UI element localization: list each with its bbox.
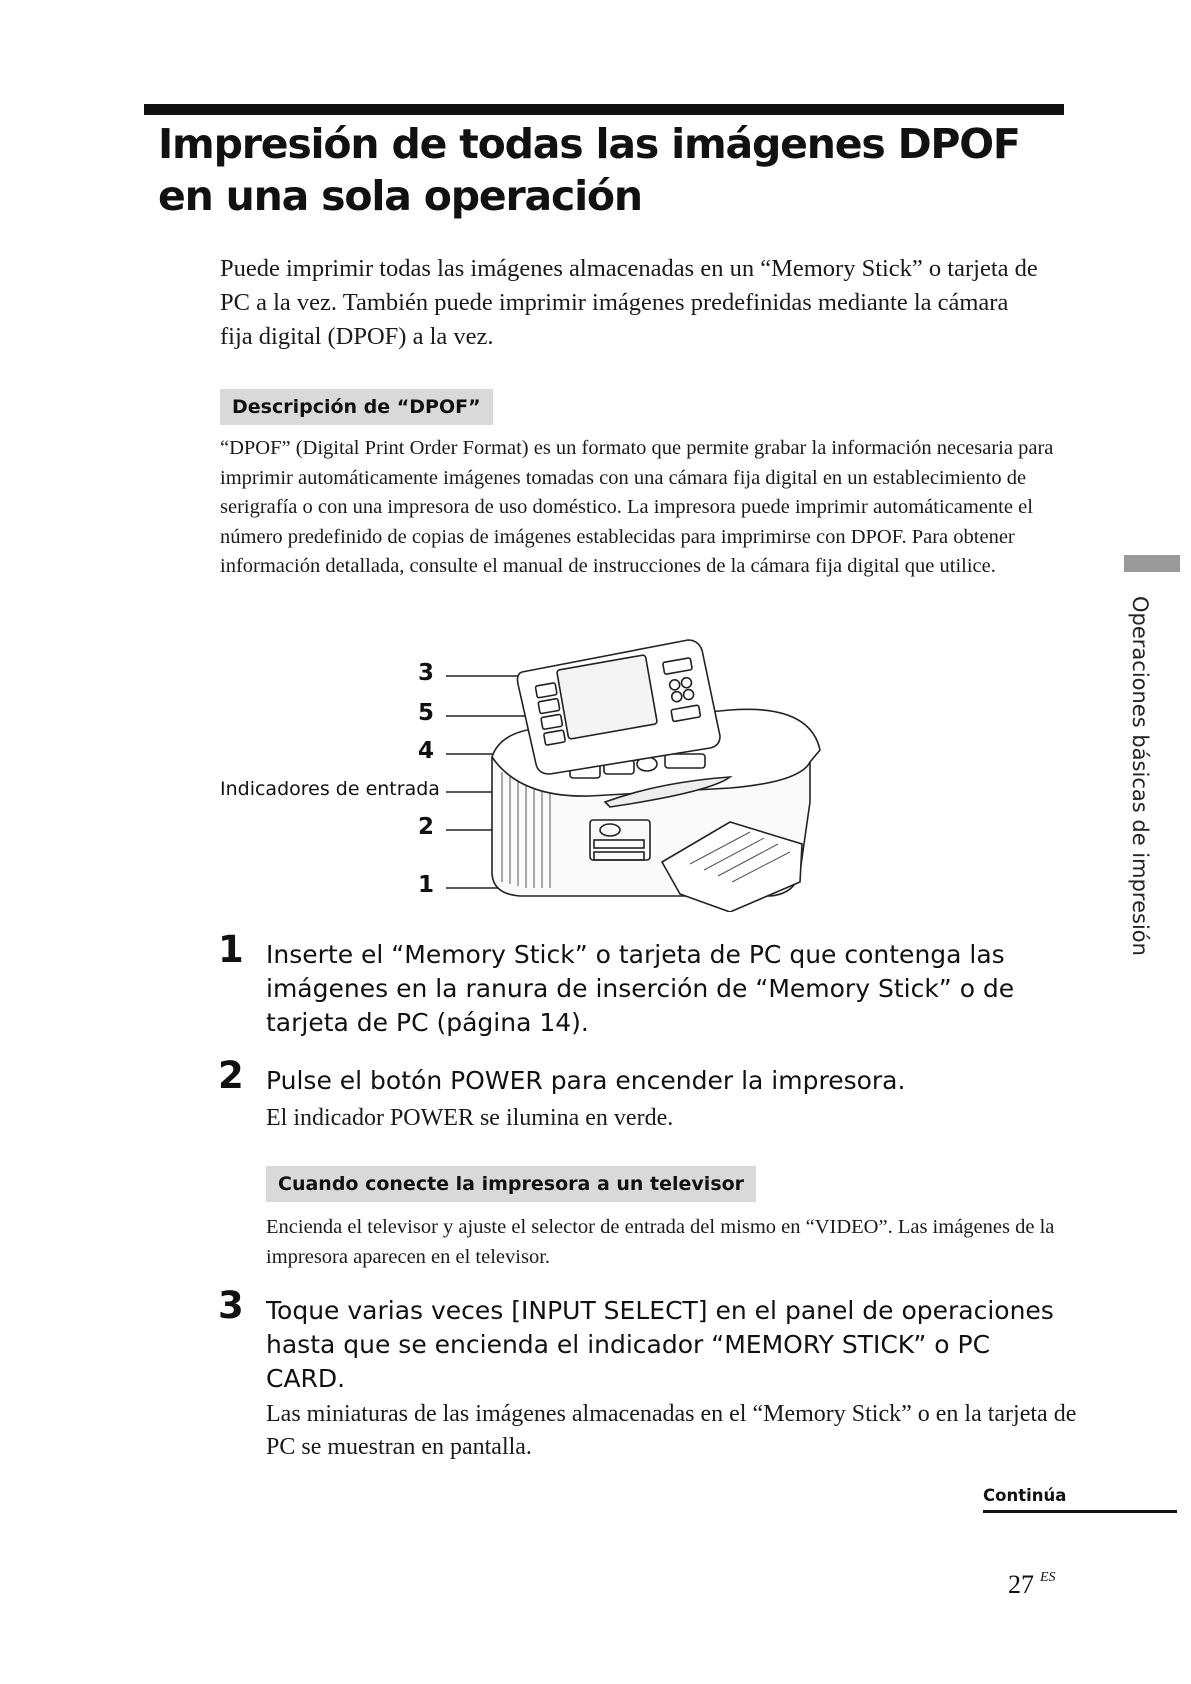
callout-5: 5 xyxy=(418,700,435,726)
page-number-value: 27 xyxy=(1008,1570,1034,1599)
lcd-screen xyxy=(557,655,658,740)
dpof-description: “DPOF” (Digital Print Order Format) es un formato que permite grabar la información necesaria para imprimir automáticamente imágenes tomadas con una cámara fija digital en un establecimiento de serigrafía o con una impresora de uso doméstico. La impresora puede imprimir automáticamente el número predefinido de copias de imágenes establecidas para imprimirse con DPOF. Para obtener información detallada, consulte el manual de instrucciones de la cámara fija digital que utilice. xyxy=(220,437,1054,577)
step-1-number: 1 xyxy=(218,928,244,971)
step-2-text: Pulse el botón POWER para encender la impresora. xyxy=(266,1066,906,1095)
callout-4: 4 xyxy=(418,738,435,764)
dpof-heading: Descripción de “DPOF” xyxy=(220,389,493,425)
step-2-number: 2 xyxy=(218,1054,244,1097)
callout-1: 1 xyxy=(418,872,435,898)
page-title: Impresión de todas las imágenes DPOF en una sola operación xyxy=(158,120,1020,220)
side-tab-label: Operaciones básicas de impresión xyxy=(1128,596,1152,956)
page-number xyxy=(1008,1570,1056,1600)
top-rule xyxy=(144,104,1064,115)
side-tab-marker xyxy=(1124,555,1180,572)
callout-input-indicators: Indicadores de entrada xyxy=(220,778,440,800)
printer-illustration xyxy=(210,632,870,912)
tv-connection-text: Encienda el televisor y ajuste el selector de entrada del mismo en “VIDEO”. Las imágenes de la impresora aparecen en el televisor. xyxy=(266,1216,1055,1268)
printer-figure xyxy=(210,632,870,912)
tv-connection-heading: Cuando conecte la impresora a un televisor xyxy=(266,1166,756,1202)
step-3-text: Toque varias veces [INPUT SELECT] en el panel de operaciones hasta que se encienda el indicador “MEMORY STICK” o PC CARD. xyxy=(266,1296,1054,1393)
callout-3: 3 xyxy=(418,660,435,686)
step-3-detail: Las miniaturas de las imágenes almacenadas en el “Memory Stick” o en la tarjeta de PC se muestran en pantalla. xyxy=(266,1401,1077,1460)
intro-paragraph: Puede imprimir todas las imágenes almacenadas en un “Memory Stick” o tarjeta de PC a la vez. También puede imprimir imágenes predefinidas mediante la cámara fija digital (DPOF) a la vez. xyxy=(220,255,1038,350)
step-1-text: Inserte el “Memory Stick” o tarjeta de PC que contenga las imágenes en la ranura de inserción de “Memory Stick” o de tarjeta de PC (página 14). xyxy=(266,940,1015,1037)
continues-rule xyxy=(983,1510,1177,1513)
step-3-number: 3 xyxy=(218,1284,244,1327)
page-language: ES xyxy=(1040,1570,1056,1585)
continues-label: Continúa xyxy=(983,1486,1067,1505)
callout-2: 2 xyxy=(418,814,435,840)
step-2-detail: El indicador POWER se ilumina en verde. xyxy=(266,1105,674,1131)
